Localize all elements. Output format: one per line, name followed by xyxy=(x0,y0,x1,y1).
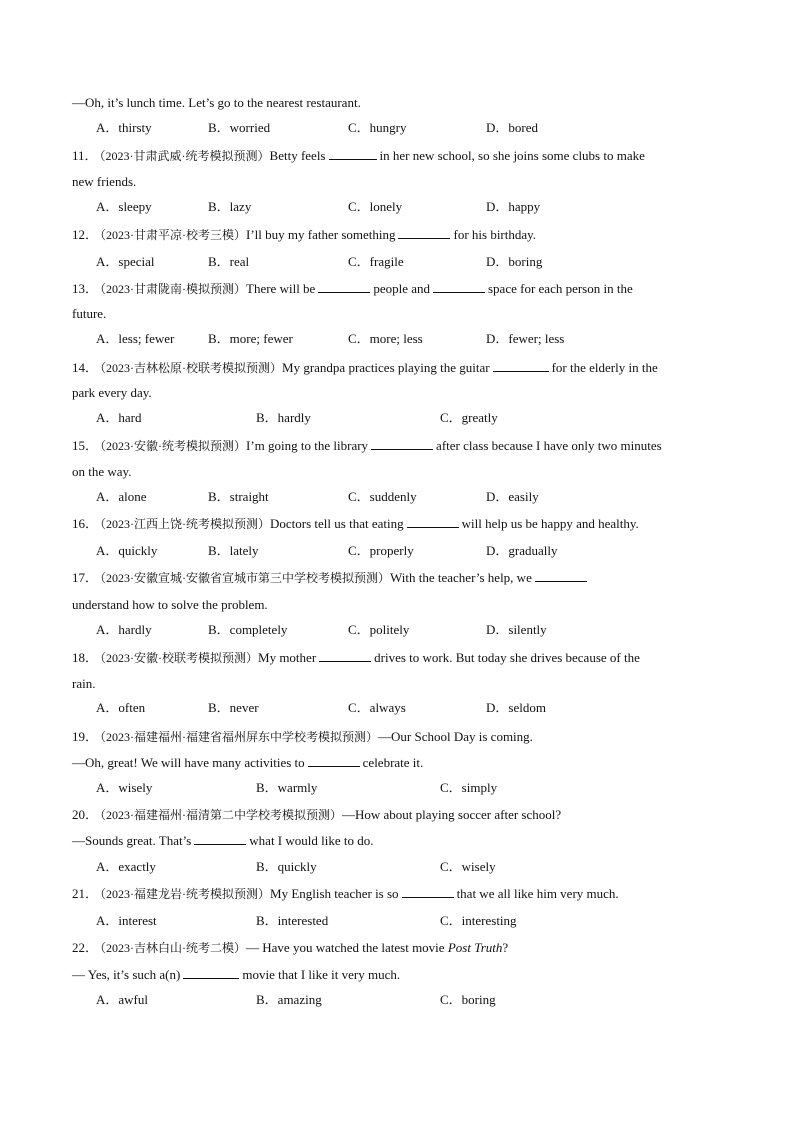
q16-option-b[interactable]: B．lately xyxy=(208,543,259,558)
q14-stem-line2: park every day. xyxy=(72,385,152,400)
q12-option-a[interactable]: A．special xyxy=(96,254,155,269)
q13-stem xyxy=(72,281,633,297)
q21-blank[interactable] xyxy=(402,886,454,898)
q22-movie-title: Post Truth xyxy=(447,940,503,955)
q17-source: （2023·安徽宣城·安徽省宣城市第三中学校考模拟预测） xyxy=(100,571,391,585)
q18-text-post: drives to work. But today she drives because of the xyxy=(374,650,640,665)
q21-source: （2023·福建龙岩·统考模拟预测） xyxy=(100,887,271,901)
q14-options xyxy=(96,410,716,426)
q20-text-post: what I would like to do. xyxy=(249,833,374,848)
q14-option-a[interactable]: A．hard xyxy=(96,410,142,425)
q15-number: 15． xyxy=(72,438,99,453)
q20-number: 20． xyxy=(72,807,99,822)
q21-option-b[interactable]: B．interested xyxy=(256,913,329,928)
q18-stem xyxy=(72,650,640,666)
q13-blank-1[interactable] xyxy=(318,281,370,293)
q16-number: 16． xyxy=(72,516,99,531)
q14-option-b[interactable]: B．hardly xyxy=(256,410,311,425)
q17-option-d[interactable]: D．silently xyxy=(486,622,547,637)
q18-text-pre: My mother xyxy=(258,650,317,665)
q19-option-a[interactable]: A．wisely xyxy=(96,780,153,795)
q13-options xyxy=(96,331,716,347)
q19-number: 19． xyxy=(72,729,99,744)
q14-option-c[interactable]: C．greatly xyxy=(440,410,498,425)
q19-option-c[interactable]: C．simply xyxy=(440,780,498,795)
q18-options xyxy=(96,700,716,716)
q13-blank-2[interactable] xyxy=(433,281,485,293)
q15-option-c[interactable]: C．suddenly xyxy=(348,489,417,504)
q12-options xyxy=(96,254,716,270)
q14-stem xyxy=(72,360,658,376)
q10-option-a[interactable]: A．thirsty xyxy=(96,120,152,135)
q16-option-d[interactable]: D．gradually xyxy=(486,543,558,558)
q17-stem-line2: understand how to solve the problem. xyxy=(72,597,268,612)
q20-option-c[interactable]: C．wisely xyxy=(440,859,496,874)
q12-stem xyxy=(72,227,536,243)
q17-option-c[interactable]: C．politely xyxy=(348,622,410,637)
q22-number: 22． xyxy=(72,940,99,955)
q19-options xyxy=(96,780,716,796)
q19-option-b[interactable]: B．warmly xyxy=(256,780,318,795)
q15-options xyxy=(96,489,716,505)
q10-reply: —Oh, it’s lunch time. Let’s go to the nearest restaurant. xyxy=(72,95,361,110)
q12-blank[interactable] xyxy=(398,227,450,239)
q15-stem-line2: on the way. xyxy=(72,464,132,479)
q20-prompt: —How about playing soccer after school? xyxy=(342,807,562,822)
q13-source: （2023·甘肃陇南·模拟预测） xyxy=(100,282,247,296)
q18-stem-line2: rain. xyxy=(72,676,96,691)
q20-stem xyxy=(72,807,561,823)
q16-option-a[interactable]: A．quickly xyxy=(96,543,158,558)
q13-option-c[interactable]: C．more; less xyxy=(348,331,423,346)
q16-options xyxy=(96,543,716,559)
q14-text-pre: My grandpa practices playing the guitar xyxy=(282,360,490,375)
q21-stem xyxy=(72,886,619,902)
q10-option-b[interactable]: B．worried xyxy=(208,120,271,135)
q18-option-a[interactable]: A．often xyxy=(96,700,146,715)
q18-blank[interactable] xyxy=(319,650,371,662)
q13-option-d[interactable]: D．fewer; less xyxy=(486,331,565,346)
q22-source: （2023·吉林白山·统考二模） xyxy=(100,941,247,955)
q15-option-b[interactable]: B．straight xyxy=(208,489,269,504)
q11-number: 11． xyxy=(72,148,98,163)
q16-text-pre: Doctors tell us that eating xyxy=(270,516,404,531)
q16-option-c[interactable]: C．properly xyxy=(348,543,414,558)
q18-source: （2023·安徽·校联考模拟预测） xyxy=(100,651,259,665)
q22-text-pre: — Yes, it’s such a(n) xyxy=(72,967,181,982)
q20-option-a[interactable]: A．exactly xyxy=(96,859,156,874)
q19-reply xyxy=(72,755,423,771)
q19-prompt: —Our School Day is coming. xyxy=(378,729,533,744)
q13-number: 13． xyxy=(72,281,99,296)
q15-option-a[interactable]: A．alone xyxy=(96,489,147,504)
q21-text-post: that we all like him very much. xyxy=(456,886,619,901)
q13-option-a[interactable]: A．less; fewer xyxy=(96,331,175,346)
q18-option-d[interactable]: D．seldom xyxy=(486,700,546,715)
q11-text-pre: Betty feels xyxy=(269,148,326,163)
q12-option-d[interactable]: D．boring xyxy=(486,254,543,269)
q17-number: 17． xyxy=(72,570,99,585)
q19-source: （2023·福建福州·福建省福州屏东中学校考模拟预测） xyxy=(100,730,379,744)
q18-number: 18． xyxy=(72,650,99,665)
q17-blank[interactable] xyxy=(535,570,587,582)
q13-option-b[interactable]: B．more; fewer xyxy=(208,331,293,346)
q19-text-post: celebrate it. xyxy=(362,755,424,770)
q11-option-c[interactable]: C．lonely xyxy=(348,199,403,214)
q10-options xyxy=(96,120,716,136)
q17-stem xyxy=(72,570,590,586)
q19-stem xyxy=(72,729,533,745)
q20-reply xyxy=(72,833,374,849)
q21-text-pre: My English teacher is so xyxy=(270,886,399,901)
q19-blank[interactable] xyxy=(308,755,360,767)
q14-blank[interactable] xyxy=(493,360,549,372)
q11-option-b[interactable]: B．lazy xyxy=(208,199,252,214)
q20-source: （2023·福建福州·福清第二中学校考模拟预测） xyxy=(100,808,343,822)
q12-option-c[interactable]: C．fragile xyxy=(348,254,404,269)
q15-blank[interactable] xyxy=(371,438,433,450)
q20-blank[interactable] xyxy=(194,833,246,845)
q22-options xyxy=(96,992,716,1008)
q20-text-pre: —Sounds great. That’s xyxy=(72,833,192,848)
q11-stem-line2: new friends. xyxy=(72,174,137,189)
q11-option-a[interactable]: A．sleepy xyxy=(96,199,152,214)
q14-text-post: for the elderly in the xyxy=(551,360,658,375)
q22-stem xyxy=(72,940,508,956)
q14-number: 14． xyxy=(72,360,99,375)
q17-option-a[interactable]: A．hardly xyxy=(96,622,152,637)
q21-option-a[interactable]: A．interest xyxy=(96,913,157,928)
q12-text-post: for his birthday. xyxy=(453,227,537,242)
q18-option-c[interactable]: C．always xyxy=(348,700,406,715)
q15-text-post: after class because I have only two minutes xyxy=(436,438,662,453)
q16-text-post: will help us be happy and healthy. xyxy=(461,516,639,531)
q11-text-post: in her new school, so she joins some clubs to make xyxy=(379,148,645,163)
q13-text-post: space for each person in the xyxy=(488,281,633,296)
q13-text-pre: There will be xyxy=(246,281,316,296)
q20-option-b[interactable]: B．quickly xyxy=(256,859,317,874)
q20-options xyxy=(96,859,716,875)
q17-options xyxy=(96,622,716,638)
q10-option-d[interactable]: D．bored xyxy=(486,120,538,135)
q22-text-post: movie that I like it very much. xyxy=(242,967,401,982)
q22-option-c[interactable]: C．boring xyxy=(440,992,496,1007)
q22-option-b[interactable]: B．amazing xyxy=(256,992,322,1007)
q12-source: （2023·甘肃平凉·校考三模） xyxy=(100,228,247,242)
q18-option-b[interactable]: B．never xyxy=(208,700,259,715)
q15-source: （2023·安徽·统考模拟预测） xyxy=(100,439,247,453)
q12-text-pre: I’ll buy my father something xyxy=(246,227,396,242)
q16-blank[interactable] xyxy=(407,516,459,528)
q13-stem-line2: future. xyxy=(72,306,107,321)
q22-option-a[interactable]: A．awful xyxy=(96,992,148,1007)
q21-option-c[interactable]: C．interesting xyxy=(440,913,517,928)
q11-options xyxy=(96,199,716,215)
q22-reply xyxy=(72,967,400,983)
q17-option-b[interactable]: B．completely xyxy=(208,622,288,637)
q11-source: （2023·甘肃武威·统考模拟预测） xyxy=(99,149,270,163)
q12-option-b[interactable]: B．real xyxy=(208,254,250,269)
q22-prompt-post: ? xyxy=(502,940,509,955)
q12-number: 12． xyxy=(72,227,99,242)
q19-text-pre: —Oh, great! We will have many activities to xyxy=(72,755,305,770)
q15-option-d[interactable]: D．easily xyxy=(486,489,539,504)
q16-source: （2023·江西上饶·统考模拟预测） xyxy=(100,517,271,531)
q11-blank[interactable] xyxy=(329,148,377,160)
q11-stem xyxy=(72,148,645,164)
q13-text-mid: people and xyxy=(373,281,430,296)
q21-options xyxy=(96,913,716,929)
q22-blank[interactable] xyxy=(183,967,239,979)
q17-text-pre: With the teacher’s help, we xyxy=(390,570,532,585)
q14-source: （2023·吉林松原·校联考模拟预测） xyxy=(100,361,283,375)
q15-text-pre: I’m going to the library xyxy=(246,438,369,453)
q11-option-d[interactable]: D．happy xyxy=(486,199,541,214)
q10-option-c[interactable]: C．hungry xyxy=(348,120,407,135)
q22-prompt-pre: — Have you watched the latest movie xyxy=(246,940,445,955)
q15-stem xyxy=(72,438,662,454)
q16-stem xyxy=(72,516,639,532)
q21-number: 21． xyxy=(72,886,99,901)
